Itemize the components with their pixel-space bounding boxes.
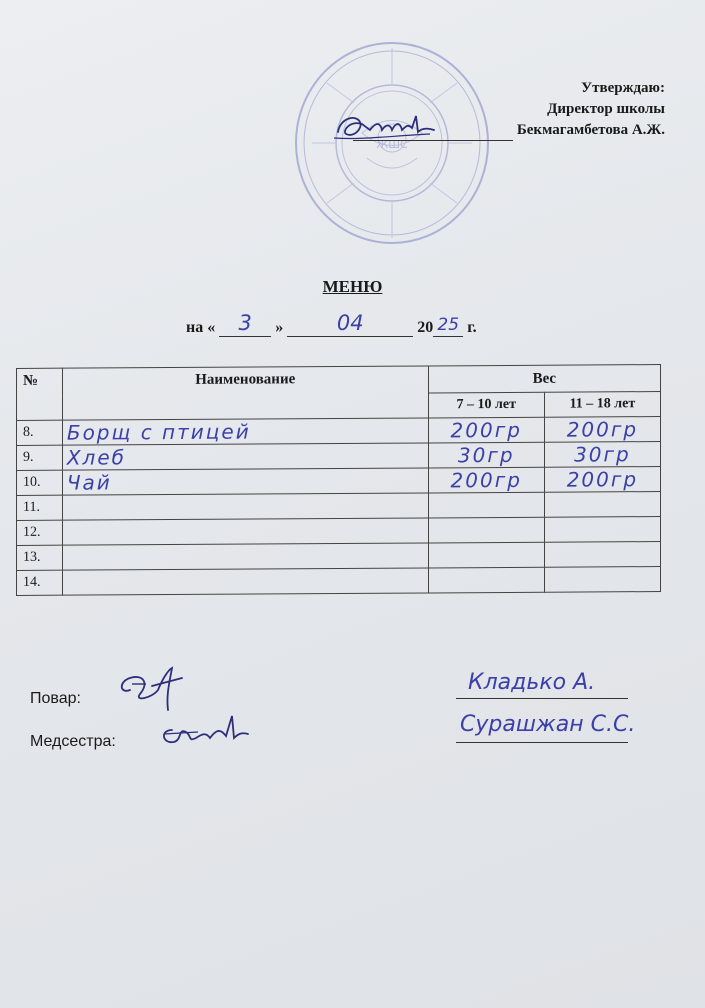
row-weight-age2: 30гр bbox=[544, 442, 660, 468]
row-weight-age1: 200гр bbox=[428, 467, 544, 493]
year-prefix: 20 bbox=[417, 319, 434, 336]
row-weight-age1: 30гр bbox=[428, 442, 544, 468]
row-weight-age2: 200гр bbox=[544, 467, 660, 493]
date-line bbox=[186, 311, 477, 337]
row-name: Чай bbox=[62, 468, 428, 495]
row-num: 11. bbox=[17, 495, 63, 520]
nurse-name: Сурашжан С.С. bbox=[460, 712, 636, 737]
nurse-label: Медсестра: bbox=[30, 733, 116, 750]
nurse-signature bbox=[158, 708, 252, 750]
row-name bbox=[62, 568, 428, 595]
month-value: 04 bbox=[336, 311, 364, 335]
table-header-row bbox=[17, 365, 661, 396]
day-value: 3 bbox=[238, 311, 252, 335]
director-signature bbox=[330, 100, 440, 148]
month-field bbox=[287, 311, 413, 337]
col-header-age1: 7 – 10 лет bbox=[428, 392, 544, 418]
row-weight-age1 bbox=[428, 492, 544, 518]
row-weight-age1: 200гр bbox=[428, 417, 544, 443]
row-weight-age2: 200гр bbox=[544, 417, 660, 443]
page-title: МЕНЮ bbox=[322, 277, 383, 296]
col-header-weight: Вес bbox=[428, 365, 660, 393]
approve-name: Бекмагамбетова А.Ж. bbox=[516, 122, 665, 138]
col-header-num: № bbox=[17, 368, 63, 420]
row-weight-age2 bbox=[544, 542, 660, 568]
row-num: 9. bbox=[17, 445, 63, 470]
row-weight-age1 bbox=[428, 567, 544, 593]
row-name: Борщ с птицей bbox=[62, 418, 428, 445]
approve-position: Директор школы bbox=[547, 101, 665, 117]
row-num: 13. bbox=[17, 545, 63, 570]
date-mid: » bbox=[275, 319, 284, 336]
cook-name: Кладько А. bbox=[468, 670, 596, 695]
cook-name-line bbox=[456, 698, 628, 699]
row-weight-age1 bbox=[428, 517, 544, 543]
svg-text:ЖШС: ЖШС bbox=[376, 138, 408, 151]
row-weight-age2 bbox=[544, 567, 660, 593]
table-row bbox=[17, 567, 661, 596]
row-name: Хлеб bbox=[62, 443, 428, 470]
cook-label: Повар: bbox=[30, 690, 81, 707]
cook-signature bbox=[112, 660, 202, 715]
year-field bbox=[433, 315, 463, 337]
year-end: г. bbox=[467, 319, 477, 336]
row-num: 10. bbox=[17, 470, 63, 495]
col-header-age2: 11 – 18 лет bbox=[544, 392, 660, 418]
row-num: 12. bbox=[17, 520, 63, 545]
menu-table bbox=[16, 364, 661, 596]
row-weight-age2 bbox=[544, 492, 660, 518]
date-prefix: на « bbox=[186, 319, 216, 336]
row-name bbox=[62, 518, 428, 545]
col-header-name: Наименование bbox=[62, 366, 428, 420]
row-name bbox=[62, 493, 428, 520]
day-field bbox=[219, 311, 271, 337]
row-num: 8. bbox=[17, 420, 63, 445]
row-num: 14. bbox=[17, 570, 63, 595]
nurse-name-line bbox=[456, 742, 628, 743]
row-weight-age1 bbox=[428, 542, 544, 568]
approve-label: Утверждаю: bbox=[581, 80, 665, 96]
year-value: 25 bbox=[437, 315, 460, 335]
row-name bbox=[62, 543, 428, 570]
row-weight-age2 bbox=[544, 517, 660, 543]
